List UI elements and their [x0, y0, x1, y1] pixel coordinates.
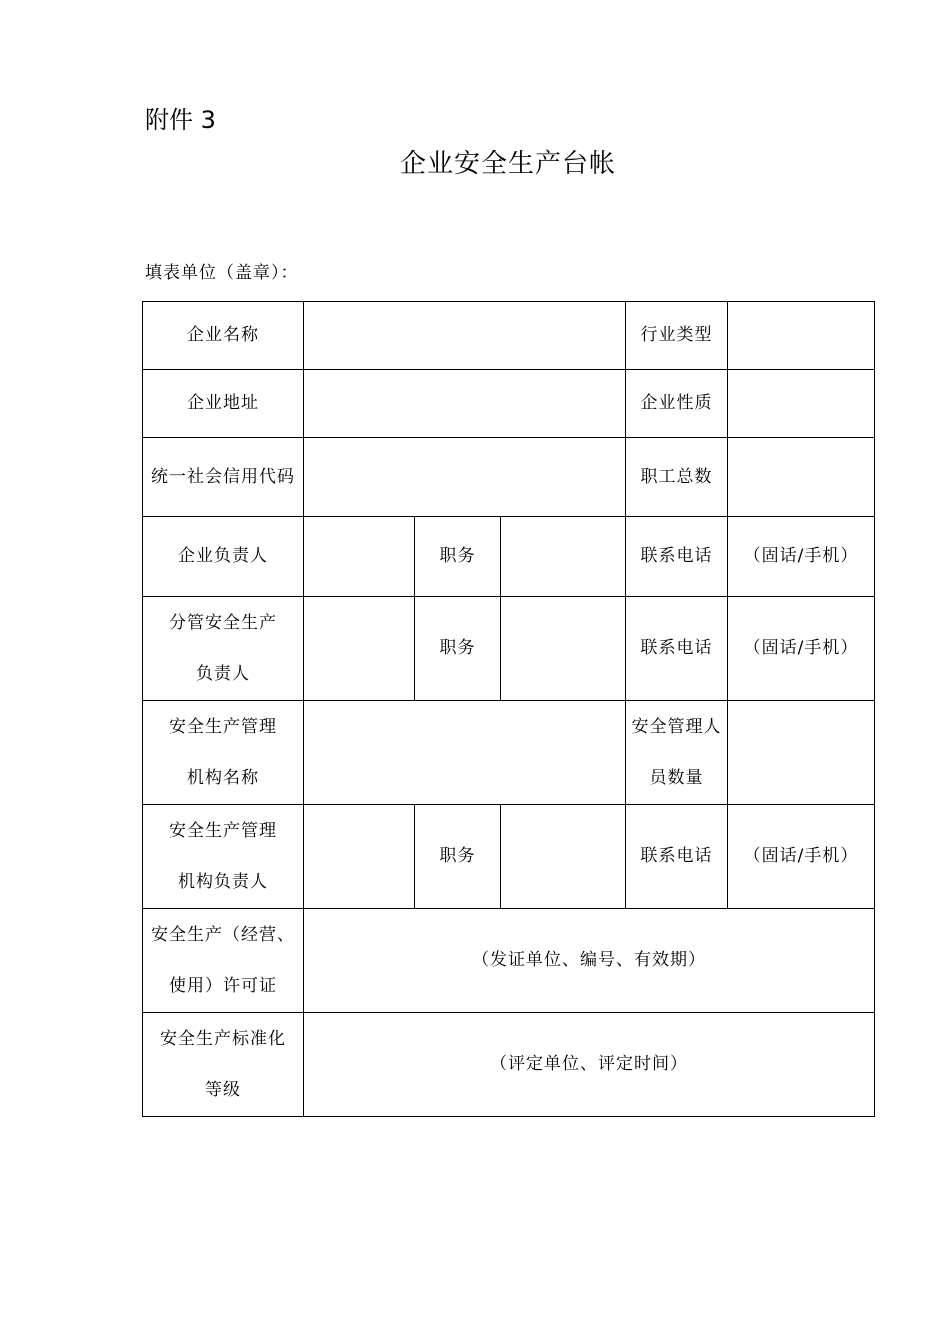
license-label [143, 909, 304, 1013]
table-row [143, 805, 875, 909]
safety-deputy-label [143, 597, 304, 701]
position-label-1: 职务 [415, 517, 501, 597]
attachment-label: 附件 3 [145, 106, 216, 134]
table-row [143, 597, 875, 701]
mgmt-staff-count-field[interactable] [728, 701, 875, 805]
table-row [143, 517, 875, 597]
table-row [143, 370, 875, 438]
contact-phone-label-3: 联系电话 [626, 805, 728, 909]
industry-type-label: 行业类型 [626, 302, 728, 370]
standardization-field[interactable]: （评定单位、评定时间） [304, 1013, 875, 1117]
staff-total-field[interactable] [728, 438, 875, 517]
company-nature-field[interactable] [728, 370, 875, 438]
table-row [143, 438, 875, 517]
mgmt-org-leader-label [143, 805, 304, 909]
standardization-label-line1: 安全生产标准化 [160, 1028, 286, 1049]
mgmt-org-name-label-line1: 安全生产管理 [169, 716, 277, 737]
mgmt-staff-count-label [626, 701, 728, 805]
credit-code-label: 统一社会信用代码 [143, 438, 304, 517]
safety-deputy-label-line1: 分管安全生产 [169, 612, 277, 633]
table-row [143, 1013, 875, 1117]
mgmt-org-name-label-line2: 机构名称 [187, 767, 259, 788]
license-field[interactable]: （发证单位、编号、有效期） [304, 909, 875, 1013]
company-address-field[interactable] [304, 370, 626, 438]
contact-phone-field-2[interactable]: （固话/手机） [728, 597, 875, 701]
position-field-3[interactable] [501, 805, 626, 909]
safety-ledger-table [142, 301, 875, 1117]
company-leader-label: 企业负责人 [143, 517, 304, 597]
mgmt-org-leader-label-line1: 安全生产管理 [169, 820, 277, 841]
position-field-2[interactable] [501, 597, 626, 701]
company-name-field[interactable] [304, 302, 626, 370]
contact-phone-field-1[interactable]: （固话/手机） [728, 517, 875, 597]
mgmt-org-leader-field[interactable] [304, 805, 415, 909]
safety-deputy-label-line2: 负责人 [196, 663, 250, 684]
credit-code-field[interactable] [304, 438, 626, 517]
table-row [143, 909, 875, 1013]
position-field-1[interactable] [501, 517, 626, 597]
mgmt-org-name-field[interactable] [304, 701, 626, 805]
position-label-3: 职务 [415, 805, 501, 909]
mgmt-org-name-label [143, 701, 304, 805]
mgmt-staff-count-label-line1: 安全管理人 [631, 716, 722, 737]
contact-phone-label-1: 联系电话 [626, 517, 728, 597]
company-name-label: 企业名称 [143, 302, 304, 370]
company-nature-label: 企业性质 [626, 370, 728, 438]
standardization-label-line2: 等级 [205, 1079, 241, 1100]
industry-type-field[interactable] [728, 302, 875, 370]
contact-phone-label-2: 联系电话 [626, 597, 728, 701]
standardization-label [143, 1013, 304, 1117]
position-label-2: 职务 [415, 597, 501, 701]
table-row [143, 701, 875, 805]
table-row [143, 302, 875, 370]
staff-total-label: 职工总数 [626, 438, 728, 517]
mgmt-org-leader-label-line2: 机构负责人 [178, 871, 268, 892]
company-address-label: 企业地址 [143, 370, 304, 438]
safety-deputy-field[interactable] [304, 597, 415, 701]
contact-phone-field-3[interactable]: （固话/手机） [728, 805, 875, 909]
document-title: 企业安全生产台帐 [399, 149, 616, 179]
mgmt-staff-count-label-line2: 员数量 [649, 767, 704, 788]
license-label-line1: 安全生产（经营、 [151, 924, 295, 945]
license-label-line2: 使用）许可证 [169, 975, 277, 996]
company-leader-field[interactable] [304, 517, 415, 597]
fill-unit-label: 填表单位（盖章）： [145, 263, 299, 283]
